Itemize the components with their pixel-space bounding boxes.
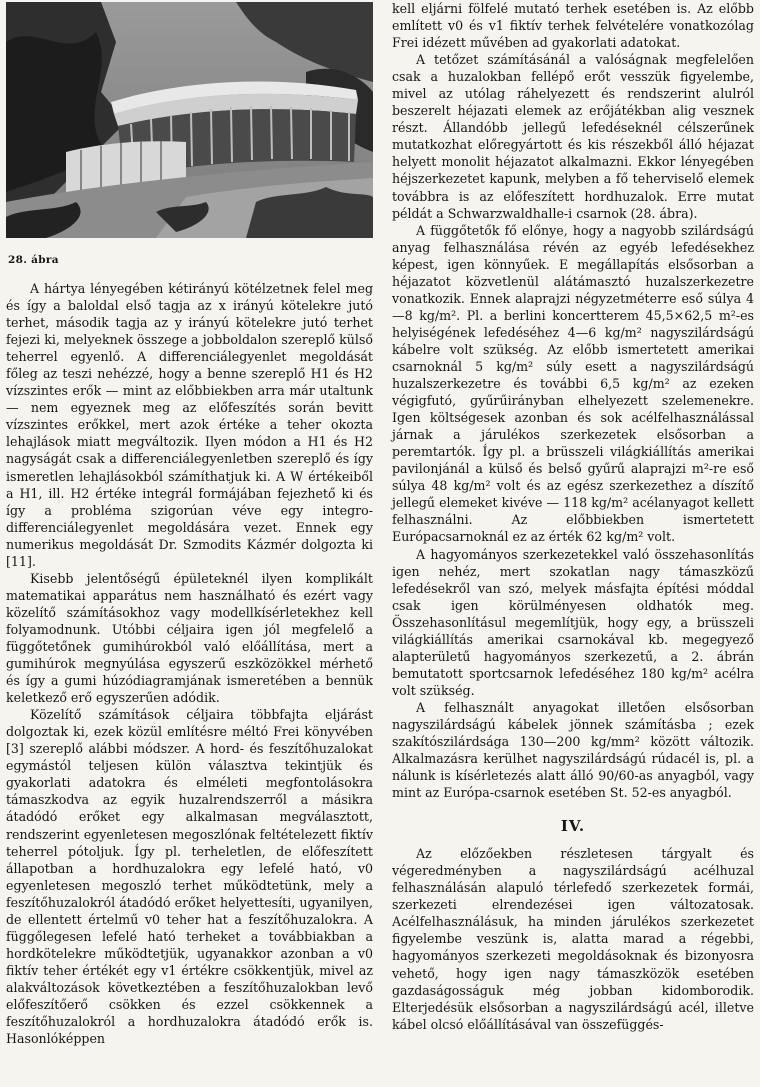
left-paragraph-2: Kisebb jelentőségű épületeknél ilyen komplikált matematikai apparátus nem használható és ezért vagy közelítő számításokhoz vagy modellkísérletekhez kell folyamodnunk. Utóbbi céljaira igen jól megfelelő a függőtetőnek gumihúrokból való előállítása, mert a gumihúrok megnyúlása egyszerű eszközökkel mérhető és így a gumi húzódiagramjának ismeretében a bennük keletkező erő egyszerűen adódik.	[6, 570, 373, 706]
figure-caption: 28. ábra	[8, 254, 59, 266]
section-paragraph-1: Az előzőekben részletesen tárgyalt és végeredményben a nagyszilárdságú acélhuzal felhasználásán alapuló térlefedő szerkezetek formái, szerkezeti elrendezései igen változatosak. Acélfelhasználásuk, ha minden járulékos szerkezetet figyelembe veszünk is, alatta marad a régebbi, hagyományos szerkezeti megoldásoknak és bizonyosra vehető, hogy igen nagy támaszközök esetében gazdaságosságuk még jobban kidomborodik. Elterjedésük elsősorban a nagyszilárdságú acél, illetve kábel olcsó előállításával van összefüggés-	[392, 846, 754, 1032]
left-column	[6, 0, 373, 1047]
right-paragraph-5: A felhasznált anyagokat illetően elsősorban nagyszilárdságú kábelek jönnek számításba ; ezek szakítószilárdsága 130—200 kg/mm² között változik. Alkalmazásra kerülhet nagyszilárdságú rúdacél is, pl. a nálunk is kísérletezés alatt álló 90/60-as anyagból, vagy mint az Európa-csarnok esetében St. 52-es anyagból.	[392, 699, 754, 801]
right-paragraph-4: A hagyományos szerkezetekkel való összehasonlítás igen nehéz, mert szokatlan nagy támaszközű lefedésekről van szó, melyek másfajta építési móddal csak igen körülményesen oldhatók meg. Összehasonlításul megemlítjük, hogy egy, a brüsszeli világkiállítás amerikai csarnokával kb. megegyező alapterületű hagyományos szerkezetű, a 2. ábrán bemutatott sportcsarnok lefedéséhez 180 kg/m² acélra volt szükség.	[392, 546, 754, 698]
right-paragraph-2: A tetőzet számításánál a valóságnak megfelelően csak a huzalokban fellépő erőt vesszük figyelembe, mivel az utólag ráhelyezett és rendszerint alulról beszerelt héjazati elemek az erőjátékban alig vesznek részt. Állandóbb jellegű lefedéseknél célszerűnek mutatkozhat előregyártott és kis részekből álló héjazat helyett monolit héjazatot alkalmazni. Ekkor lényegében héjszerkezetet kapunk, melyben a fő teherviselő elemek továbbra is az előfeszített hordhuzalok. Erre mutat példát a Schwarzwaldhalle-i csarnok (28. ábra).	[392, 52, 754, 221]
right-column	[392, 0, 754, 1033]
left-paragraph-1: A hártya lényegében kétirányú kötélzetnek felel meg és így a baloldal első tagja az x irányú kötelekre jutó terhet, második tagja az y irányú kötelekre jutó terhet fejezi ki, melyeknek összege a jobboldalon szereplő külső teherrel egyenlő. A differenciálegyenlet megoldását főleg az teszi nehézzé, hogy a benne szereplő H1 és H2 vízszintes erők — mint az előbbiekben arra már utaltunk — nem egyeznek meg az előfeszítés során bevitt vízszintes erőkkel, mert azok értéke a teher okozta lehajlások miatt megváltozik. Ilyen módon a H1 és H2 nagyságát csak a differenciálegyenletben szereplő és így ismeretlen lehajlásokból számíthatjuk ki. A W értékeiből a H1, ill. H2 értéke integrál formájában fejezhető ki és így a probléma szigorúan véve egy integro-differenciálegyenlet megoldására vezet. Ennek egy numerikus megoldását Dr. Szmodits Kázmér dolgozta ki [11].	[6, 281, 373, 569]
building-photo	[6, 2, 373, 238]
figure-photo	[6, 2, 373, 238]
right-paragraph-1: kell eljárni fölfelé mutató terhek esetében is. Az előbb említett v0 és v1 fiktív terhek felvételére vonatkozólag Frei idézett művében ad gyakorlati adatokat.	[392, 1, 754, 51]
left-paragraph-3: Közelítő számítások céljaira többfajta eljárást dolgoztak ki, ezek közül említésre méltó Frei könyvében [3] szereplő alábbi módszer. A hord- és feszítőhuzalokat egymástól teljesen külön választva tekintjük és gyakorlati adatokra és elméleti megfontolásokra támaszkodva az egyik huzalrendszerről a másikra átadódó erőket egy alkalmasan megválasztott, rendszerint egyenletesen megoszlónak feltételezett fiktív teherrel pótoljuk. Így pl. terheletlen, de előfeszített állapotban a hordhuzalokra egy lefelé ható, v0 egyenletesen megoszló terhet működtetünk, mely a feszítőhuzalokról átadódó erőket helyettesíti, ugyanilyen, de ellentett értelmű v0 teher hat a feszítőhuzalokra. A függőlegesen lefelé ható terheket a továbbiakban a hordkötelekre működtetjük, ugyanakkor azonban a v0 fiktív teher értékét egy v1 értékre csökkentjük, mivel az alakváltozások következtében a feszítőhuzalokban levő előfeszítőerő csökken és ezzel csökkennek a feszítőhuzalokról a hordhuzalokra átadódó erők is. Hasonlóképpen	[6, 707, 373, 1047]
section-heading: IV.	[560, 817, 586, 836]
right-paragraph-3: A függőtetők fő előnye, hogy a nagyobb szilárdságú anyag felhasználása révén az egyéb lefedésekhez képest, igen könnyűek. E megállapítás elsősorban a héjazatot közvetlenül alátámasztó huzalszerkezetre vonatkozik. Ennek alaprajzi négyzetméterre eső súlya 4—8 kg/m². Pl. a berlini koncertterem 45,5×62,5 m²-es helyiségének lefedéséhez 4—6 kg/m² nagyszilárdságú kábelre volt szükség. Az előbb ismertetett amerikai csarnoknál 5 kg/m² súly esett a nagyszilárdságú huzalszerkezetre és további 6,5 kg/m² az ezeken végigfutó, gyűrűirányban elhelyezett szelemenekre. Igen költségesek azonban és sok acélfelhasználással járnak a járulékos szerkezetek elsősorban a peremtartók. Így pl. a brüsszeli világkiállítás amerikai pavilonjánál a külső és belső gyűrű alaprajzi m²-re eső súlya 48 kg/m² volt és az egész szerkezethez a díszítő jellegű elemeket kivéve — 118 kg/m² acélanyagot kellett felhasználni. Az előbbiekben ismertetett Európacsarnoknál ez az érték 62 kg/m² volt.	[392, 222, 754, 545]
